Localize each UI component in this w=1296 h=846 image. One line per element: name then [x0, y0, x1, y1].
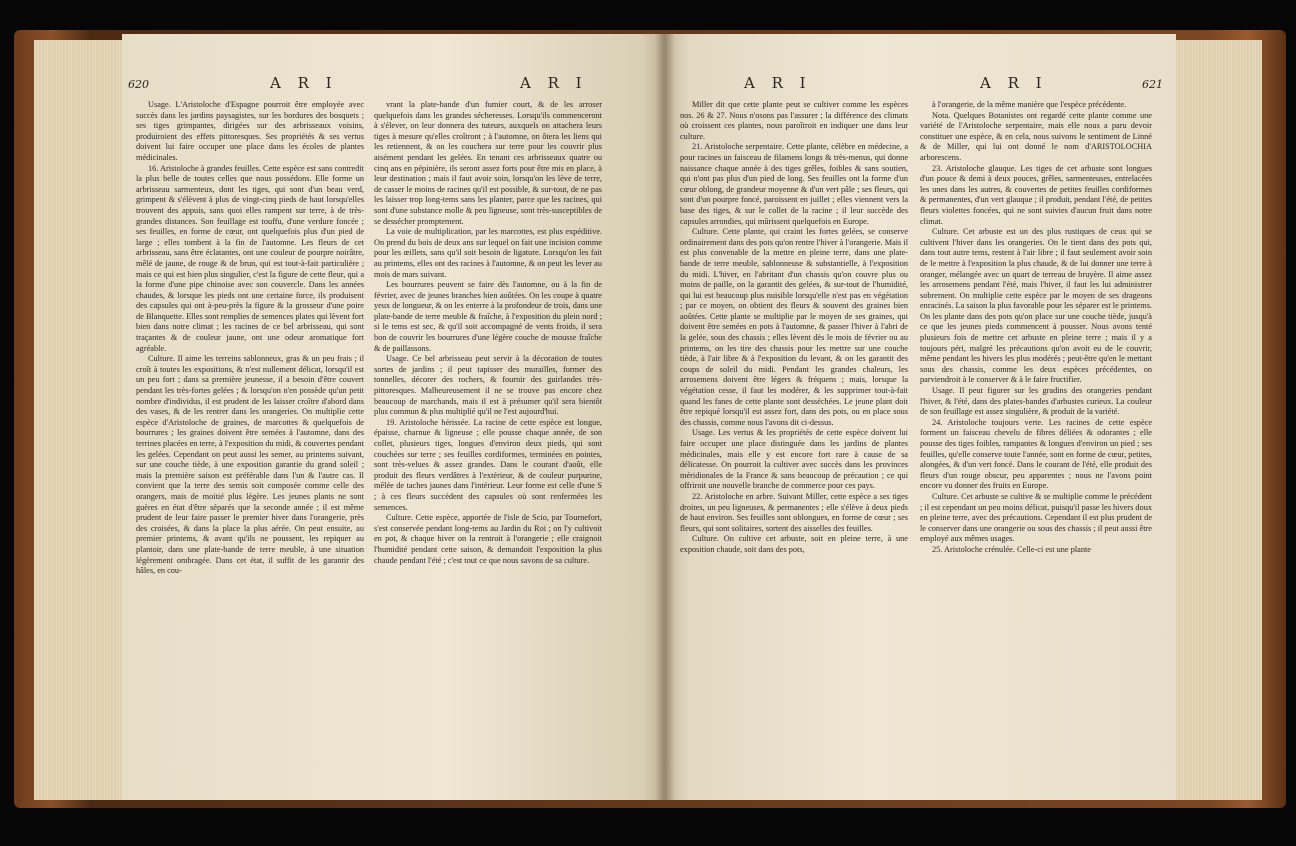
paragraph: Culture. Cette espèce, apportée de l'isle de Scio, par Tournefort, s'est conservée pendant long-tems au Jardin du Roi ; on l'y cultivoit en pot, & chaque hiver on la rentroit à l'orangerie ; elle craignoit l'humidité pendant cette saison, & demandoit l'exposition la plus chaude pendant l'été ; c'est tout ce que nous savons de sa culture.: [374, 513, 602, 565]
paragraph: Culture. On cultive cet arbuste, soit en pleine terre, à une exposition chaude, soit dans des pots,: [680, 534, 908, 554]
paragraph: 24. Aristoloche toujours verte. Les racines de cette espèce forment un faisceau chevelu de fibres déliées & odorantes ; elle pousse des tiges foibles, rampantes & longues d'environ un pied ; ses feuilles, qu'elle conserve toute l'année, sont en forme de cœur, petites, alongées, & d'un vert foncé. Dans le courant de l'été, elle produit des fleurs d'un rouge obscur, peu apparentes ; nous ne l'avons point encore vu donner des fruits en Europe.: [920, 417, 1152, 491]
paragraph: 16. Aristoloche à grandes feuilles. Cette espèce est sans contredit la plus belle de toutes celles que nous possédons. Elle forme un arbrisseau sarmenteux, dont les tiges, qui sont d'un beau verd, grimpent & s'élèvent à plus de vingt-cinq pieds de haut lorsqu'elles trouvent des appuis, sans quoi elles rampent sur terre, à de très-grandes distances. Son feuillage est touffu, d'une verdure foncée ; ses feuilles, en forme de cœur, ont quelquefois plus d'un pied de large ; elles tombent à la fin de l'automne. Les fleurs de cet arbrisseau, sans être éclatantes, ont une couleur de pourpre noirâtre, mêlé de jaune, de rouge & de brun, qui est tout-à-fait particulière ; mais ce qui est bien plus singulier, c'est la figure de cette fleur, qui a la forme d'une pipe chinoise avec son couvercle. Dans les années chaudes, & lorsque les pieds ont une certaine force, ils produisent des capsules qui ont à-peu-près la figure & la grosseur d'une poire de Blanquette. Elles sont remplies de semences plates qui lèvent fort bien dans notre climat ; les racines de ce bel arbrisseau, qui sont traçantes & de couleur jaune, ont une odeur aromatique fort agréable.: [136, 163, 364, 353]
page-number: 621: [1142, 78, 1163, 91]
paragraph: Culture. Il aime les terreins sablonneux, gras & un peu frais ; il croît à toutes les expositions, & n'est nullement délicat, lorsqu'il est un peu fort ; dans sa première jeunesse, il a besoin d'être couvert pendant les très-fortes gelées ; & lorsqu'on n'en possède qu'un petit nombre d'individus, il est prudent de les laisser croître d'abord dans des vases, & de les rentrer dans les orangeries. On multiplie cette espèce d'Aristoloche de graines, de marcottes & quelquefois de bourrures ; les graines doivent être semées à l'automne, dans des terrines placées en terre, à l'exposition du midi, & couvertes pendant les gelées. Cependant on peut aussi les semer, au printems suivant, sur une couche tiède, à une exposition garantie du grand soleil ; mais la première saison est préférable dans l'un & l'autre cas. Il convient que la terre des semis soit composée comme celle des orangers, mais de moitié plus légère. Les jeunes plants ne sont guères en état d'être séparés que la seconde année ; il est même prudent de leur faire passer le premier hiver dans l'orangerie, près des croisées, & dans la place la plus aérée. On peut ensuite, au premier printems, & avant qu'ils ne poussent, les repiquer au plantoir, dans une plate-bande de terre meuble, à une situation légèrement ombragée. Dans cet état, il suffit de les garantir des hâles, en cou-: [136, 354, 364, 576]
paragraph: 23. Aristoloche glauque. Les tiges de cet arbuste sont longues d'un pouce & demi à deux pouces, grêles, sarmenteuses, entrelacées les unes dans les autres, & couvertes de petites feuilles cordiformes & permanentes, d'un vert glauque ; il produit, pendant l'été, de petites fleurs violettes foncées, qui ne sont suivies d'aucun fruit dans notre climat.: [920, 163, 1152, 226]
text-column-2: [920, 100, 1152, 800]
paragraph: à l'orangerie, de la même manière que l'espèce précédente.: [932, 100, 1127, 109]
paragraph: La voie de multiplication, par les marcottes, est plus expéditive. On prend du bois de deux ans sur lequel on fait une incision comme pour les œillets, sans qu'il soit besoin de ligature. Lorsqu'on les fait au printems, elles ont des racines à l'automne, & on peut les lever au mois de mars suivant.: [374, 227, 602, 279]
page-edges-left: [34, 40, 122, 800]
right-page: [664, 34, 1176, 800]
text-column-1: [136, 100, 364, 800]
text-column-2: [374, 100, 602, 800]
paragraph: Usage. L'Aristoloche d'Espagne pourroit être employée avec succès dans les jardins paysagistes, sur les bordures des bosquets ; ses tiges grimpantes, dirigées sur des arbrisseaux voisins, produiroient des effets pittoresques. Ses propriétés & ses vertus doivent lui faire occuper une place dans les écoles de plantes médicinales.: [136, 100, 364, 162]
paragraph: Culture. Cet arbuste est un des plus rustiques de ceux qui se cultivent l'hiver dans les orangeries. On le tient dans des pots qui, dans tout autre tems, restent à l'air libre ; il faut seulement avoir soin de le mettre à l'exposition la plus chaude, & de lui donner une terre à oranger, mélangée avec un quart de terreau de bruyère. Il aime assez les arrosemens pendant l'été, mais l'hiver, il faut les lui administrer sobrement. On multiplie cette espèce par le moyen de ses drageons enracinés. La saison la plus favorable pour les séparer est le printems. On les plante dans des pots qu'on place sur une couche tiède, jusqu'à ce que les jeunes pieds commencent à pousser. Nous avons tenté plusieurs fois de mettre cet arbuste en pleine terre ; mais il y a toujours péri, malgré les précautions qu'on avoit eu de le couvrir, même pendant les hivers les plus modérés ; peut-être qu'en le mettant sous des chassis, comme les deux espèces précédentes, on parviendroit à le conserver & à le faire fructifier.: [920, 227, 1152, 385]
paragraph: Nota. Quelques Botanistes ont regardé cette plante comme une variété de l'Aristoloche serpentaire, mais elle nous a paru devoir constituer une espèce, & en cela, nous suivons le sentiment de Linné & de Miller, qui lui ont donné le nom d'ARISTOLOCHIA arborescens.: [920, 110, 1152, 162]
paragraph: 22. Aristoloche en arbre. Suivant Miller, cette espèce a ses tiges droites, un peu ligneuses, & permanentes ; elle s'élève à deux pieds de haut environ. Ses feuilles sont oblongues, en forme de cœur ; ses fleurs, qui sont solitaires, sortent des aisselles des feuilles.: [680, 491, 908, 533]
running-header: A R I: [980, 74, 1048, 92]
paragraph: 21. Aristoloche serpentaire. Cette plante, célèbre en médecine, a pour racines un faisceau de filamens longs & très-menus, qui donne naissance chaque année à des tiges grêles, foibles & sans soutien, qui n'ont pas plus d'un pied de long. Ses feuilles ont la forme d'un cœur oblong, de grandeur moyenne & d'un vert pâle ; ses fleurs, qui sont d'un pourpre foncé, paroissent en juillet ; elles viennent vers la base des tiges, & sur le collet de la racine ; il leur succède des capsules arrondies, qui mûrissent quelquefois en Europe.: [680, 142, 908, 226]
book-gutter: [655, 34, 675, 800]
paragraph: Les bourrures peuvent se faire dès l'automne, ou à la fin de février, avec de jeunes branches bien aoûtées. On les coupe à quatre yeux de longueur, & on les enterre à la profondeur de trois, dans une plate-bande de terre meuble & fraîche, à l'exposition du plein nord ; si le tems est sec, & qu'il soit accompagné de vents froids, il sera bon de couvrir les bourrures d'une légère couche de mousse fraîche & de paillassons.: [374, 280, 602, 353]
paragraph: Miller dit que cette plante peut se cultiver comme les espèces nos. 26 & 27. Nous n'osons pas l'assurer ; la différence des climats où croissent ces plantes, nous paroîtroit en indiquer une dans leur culture.: [680, 100, 908, 141]
paragraph: Usage. Les vertus & les propriétés de cette espèce doivent lui faire occuper une place distinguée dans les jardins de plantes médicinales, mais elle y est encore fort rare à cause de sa délicatesse. On pourroit la cultiver avec succès dans les provinces méridionales de la France & sans beaucoup de précaution ; ce qui offriroit une nouvelle branche de commerce pour ces pays.: [680, 428, 908, 491]
paragraph: vrant la plate-bande d'un fumier court, & de les arroser quelquefois dans les grandes sécheresses. Lorsqu'ils commenceront à s'élever, on leur donnera des tuteurs, auxquels on attachera leurs tiges à mesure qu'elles croîtront ; à l'automne, on ôtera les liens qui les retiennent, & on les couchera sur terre pour les couvrir plus aisément pendant les gelées. En tenant ces arbrisseaux quatre ou cinq ans en pépinière, ils seront assez forts pour être mis en place, à leur destination ; mais il faut avoir soin, lorsqu'on les lève de terre, de casser le moins de racines qu'il est possible, & sur-tout, de ne pas les laisser trop long-tems sans les planter, parce que les racines, qui sont d'une substance molle & peu ligneuse, sont très-susceptibles de se dessécher promptement.: [374, 100, 602, 226]
page-edges-right: [1176, 40, 1262, 800]
paragraph: Usage. Ce bel arbrisseau peut servir à la décoration de toutes sortes de jardins ; il peut tapisser des murailles, former des tonnelles, décorer des rochers, & fournir des guirlandes très-pittoresques. Malheureusement il ne se trouve pas encore chez beaucoup de marchands, mais il est à présumer qu'il sera bientôt plus commun & plus multiplié qu'il ne l'est aujourd'hui.: [374, 354, 602, 417]
page-number: 620: [128, 78, 149, 91]
paragraph: Culture. Cette plante, qui craint les fortes gelées, se conserve ordinairement dans des pots qu'on rentre l'hiver à l'orangerie. Mais il est plus convenable de la mettre en pleine terre, dans une plate-bande de terre meuble, sablonneuse & substantielle, à l'exposition du midi. L'hiver, en l'abritant d'un chassis qu'on couvre plus ou moins de paille, on la garantit des gelées, & sur-tout de l'humidité, qui lui est beaucoup plus nuisible lorsqu'elle n'est pas en végétation ; par ce moyen, on obtient des fleurs & souvent des graines bien aoûtées. Cette plante se multiplie par le moyen de ses graines, qui doivent être semées en pots à l'automne, & passer l'hiver à l'abri de la gelée, sous des chassis ; elles lèvent dès le mois de février ou au printems, on les tire des chassis pour les mettre sur une couche tiède, à l'air libre & à l'exposition du levant, & on les garantit des coups de soleil du midi. Pendant les grandes chaleurs, les arrosemens doivent être légers & fréquens ; mais, lorsque la végétation cesse, il faut les modérer, & les supprimer tout-à-fait quand les fanes de cette plante sont desséchées. Le jeune plant doit être repiqué lorsqu'il est assez fort, dans des pots, ou en place sous des chassis, comme nous l'avons dit ci-dessus.: [680, 227, 908, 427]
text-column-1: [680, 100, 908, 800]
running-header: A R I: [520, 74, 588, 92]
paragraph: Usage. Il peut figurer sur les gradins des orangeries pendant l'hiver, & l'été, dans des plates-bandes d'arbustes curieux. La couleur de son feuillage est assez singulière, & produit de la variété.: [920, 386, 1152, 417]
paragraph: 19. Aristoloche hérissée. La racine de cette espèce est longue, épaisse, charnue & ligneuse ; elle pousse chaque année, de son collet, plusieurs tiges, longues d'environ deux pieds, qui sont couchées sur terre ; ses feuilles cordiformes, terminées en pointes, sont très-velues & assez grandes. Dans le courant d'août, elle produit des fleurs verdâtres à l'extérieur, & de couleur purpurine, mêlée de taches jaunes dans l'intérieur. Leur forme est celle d'une S ; à ces fleurs succèdent des capsules où sont renfermées les semences.: [374, 417, 602, 512]
paragraph: Culture. Cet arbuste se cultive & se multiplie comme le précédent ; il est cependant un peu moins délicat, puisqu'il passe les hivers doux en pleine terre, avec des précautions. Cependant il est plus prudent de le conserver dans une orangerie ou sous des chassis ; il peut aussi être employé aux mêmes usages.: [920, 491, 1152, 544]
left-page: [122, 34, 664, 800]
running-header: A R I: [744, 74, 812, 92]
paragraph: 25. Aristoloche crénulée. Celle-ci est une plante: [932, 544, 1091, 554]
running-header: A R I: [270, 74, 338, 92]
